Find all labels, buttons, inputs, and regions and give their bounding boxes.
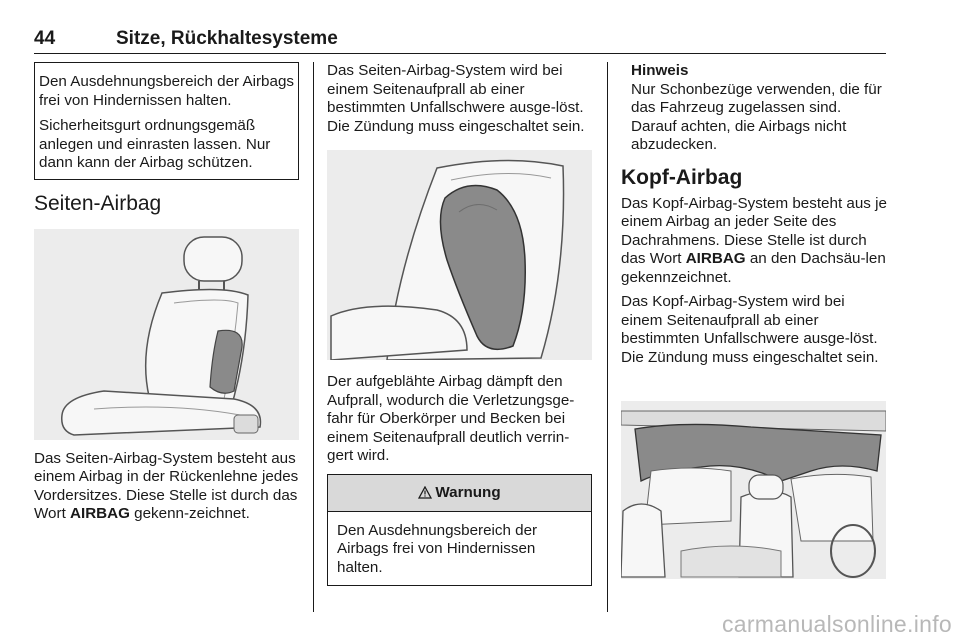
body-text: Das Kopf-Airbag-System besteht aus je einem Airbag an jeder Seite des Dachrahmens. Diese Stelle ist durch das Wort AIRBAG an den Dachsäu-len gekennzeichnet.	[621, 194, 887, 286]
column-2	[327, 62, 592, 586]
airbag-label: AIRBAG	[685, 250, 746, 267]
warning-triangle-icon	[418, 486, 432, 499]
body-text: Das Seiten-Airbag-System wird bei einem Seitenaufprall ab einer bestimmten Unfallschwere ausge-löst. Die Zündung muss eingeschaltet sein.	[327, 62, 585, 135]
warning-header	[328, 475, 591, 512]
column-3	[621, 62, 887, 579]
caution-box	[34, 62, 299, 180]
caution-text: Den Ausdehnungsbereich der Airbags frei von Hindernissen halten.	[39, 73, 294, 109]
inflated-side-airbag-image	[327, 150, 592, 360]
warning-box	[327, 474, 592, 587]
chapter-title: Sitze, Rückhaltesysteme	[116, 28, 338, 49]
caution-text: Sicherheitsgurt ordnungsgemäß anlegen und einrasten lassen. Nur dann kann der Airbag schützen.	[39, 117, 271, 171]
body-text: Das Kopf-Airbag-System wird bei einem Seitenaufprall ab einer bestimmten Unfallschwere ausge-löst. Die Zündung muss eingeschaltet sein.	[621, 293, 879, 366]
airbag-label: AIRBAG	[70, 505, 130, 522]
body-text: Das Seiten-Airbag-System besteht aus einem Airbag in der Rückenlehne jedes Vordersitzes. Diese Stelle ist durch das Wort AIRBAG gekenn-zeichnet.	[34, 449, 299, 522]
curtain-airbag-image	[621, 401, 886, 579]
section-heading: Seiten-Airbag	[34, 191, 162, 215]
page-header	[34, 28, 886, 54]
side-airbag-seat-image	[34, 229, 299, 440]
column-divider	[313, 62, 314, 612]
inflated-airbag-illustration	[327, 150, 592, 360]
note-block	[621, 62, 887, 155]
note-title: Hinweis	[631, 62, 689, 79]
warning-title: Warnung	[435, 484, 501, 501]
note-text: Nur Schonbezüge verwenden, die für das Fahrzeug zugelassen sind. Darauf achten, die Airbags nicht abzudecken.	[631, 80, 882, 153]
section-heading: Kopf-Airbag	[621, 165, 743, 189]
column-divider	[607, 62, 608, 612]
seat-illustration	[34, 229, 299, 440]
column-1	[34, 62, 299, 524]
page-number: 44	[34, 28, 56, 49]
watermark: carmanualsonline.info	[721, 611, 952, 637]
body-text: Der aufgeblähte Airbag dämpft den Aufprall, wodurch die Verletzungsge-fahr für Oberkörper und Becken bei einem Seitenaufprall deutlich verrin-gert wird.	[327, 373, 575, 464]
curtain-airbag-illustration	[621, 401, 886, 579]
warning-text: Den Ausdehnungsbereich der Airbags frei von Hindernissen halten.	[337, 521, 538, 576]
